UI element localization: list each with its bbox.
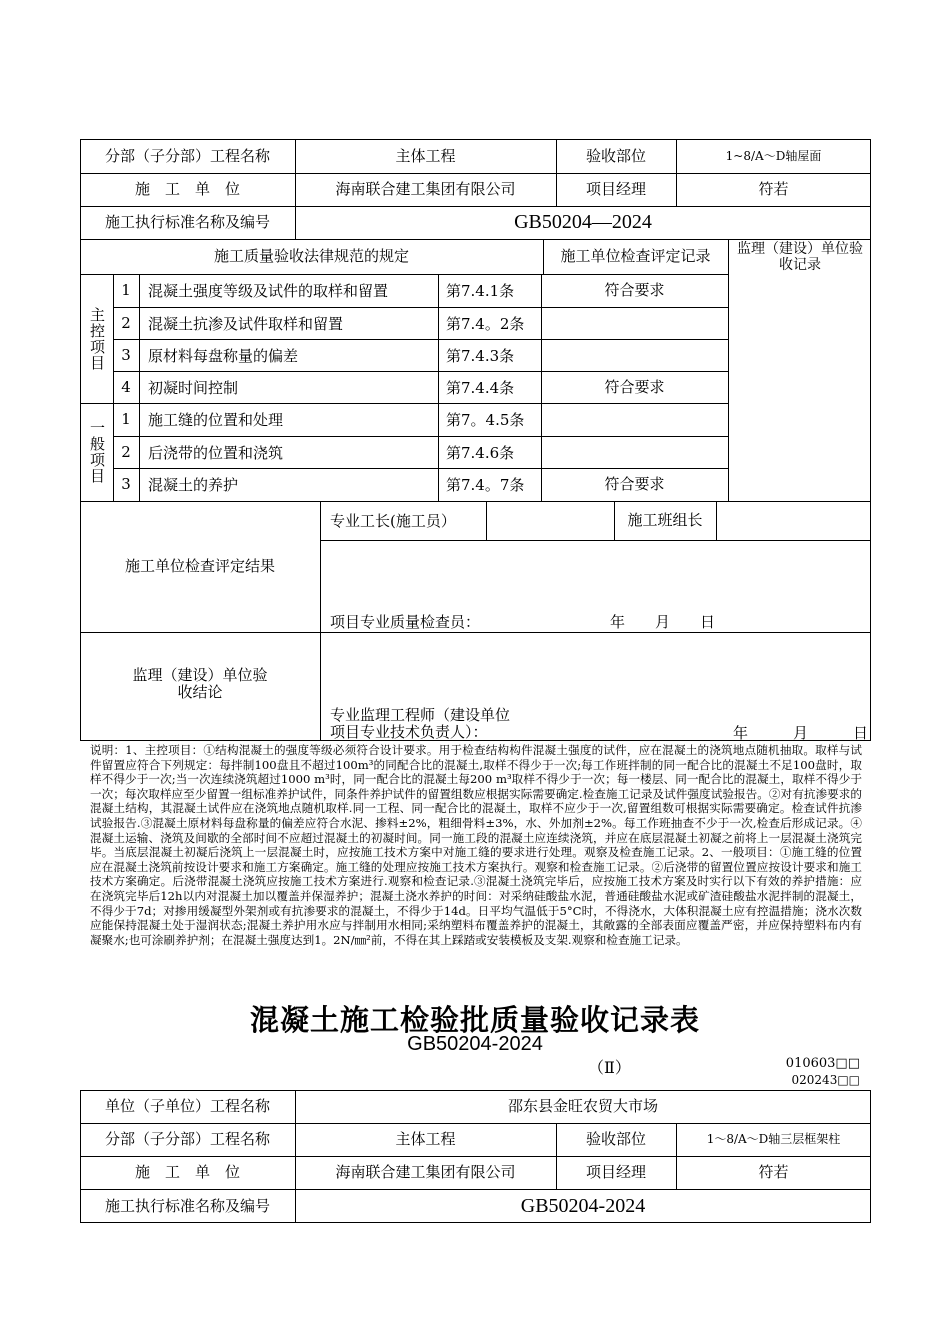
item-result: 符合要求 xyxy=(604,281,665,299)
check-record-header: 施工单位检查评定记录 xyxy=(560,247,711,265)
item-no: 2 xyxy=(121,442,131,461)
item-clause: 第7.4.1条 xyxy=(446,282,515,300)
item-no: 1 xyxy=(121,410,131,428)
item-clause: 第7.4.4条 xyxy=(446,378,515,397)
construction-unit-label: 施 工 单 位 xyxy=(134,180,240,198)
acceptance-part-label: 验收部位 xyxy=(585,1130,646,1148)
acceptance-part-value: 1~8/A～D轴屋面 xyxy=(725,148,822,163)
supervisor-date: 年 月 日 xyxy=(732,723,868,742)
item-result xyxy=(541,307,728,339)
project-manager-label: 项目经理 xyxy=(585,1163,646,1181)
supervisor-record-header: 监理（建设）单位验收记录 xyxy=(737,240,863,273)
item-clause: 第7.4.6条 xyxy=(446,443,515,462)
document-subtitle: GB50204-2024 xyxy=(407,1033,543,1055)
item-clause: 第7.4.3条 xyxy=(446,346,515,365)
form-code-1: 010603□□ xyxy=(785,1056,860,1071)
item-result: 符合要求 xyxy=(604,475,665,493)
project-manager-label: 项目经理 xyxy=(585,180,646,198)
standard-label: 施工执行标准名称及编号 xyxy=(104,213,270,231)
construction-unit-value: 海南联合建工集团有限公司 xyxy=(335,180,516,198)
item-result xyxy=(541,403,728,436)
item-name: 原材料每盘称量的偏差 xyxy=(148,346,299,365)
acceptance-part-label: 验收部位 xyxy=(585,146,646,165)
item-result: 符合要求 xyxy=(604,377,665,396)
construction-unit-label: 施 工 单 位 xyxy=(134,1163,240,1181)
supervisor-engineer-label: 专业监理工程师（建设单位项目专业技术负责人）： xyxy=(330,706,511,741)
project-manager-value: 符若 xyxy=(758,1163,789,1181)
item-name: 混凝土抗渗及试件取样和留置 xyxy=(148,314,344,333)
document-title: 混凝土施工检验批质量验收记录表 xyxy=(249,1003,700,1037)
subdivision-name-value: 主体工程 xyxy=(395,1130,456,1148)
unit-project-value: 邵东县金旺农贸大市场 xyxy=(507,1097,658,1115)
item-name: 施工缝的位置和处理 xyxy=(148,411,284,429)
item-name: 混凝土的养护 xyxy=(148,476,239,494)
item-clause: 第7.4。2条 xyxy=(446,314,525,333)
form-code-2: 020243□□ xyxy=(791,1073,860,1087)
standard-value: GB50204-2024 xyxy=(520,1194,646,1217)
supervisor-conclusion-label: 监理（建设）单位验收结论 xyxy=(132,666,268,701)
item-result xyxy=(541,436,728,468)
item-no: 2 xyxy=(121,313,131,332)
item-no: 3 xyxy=(121,475,131,493)
roman-numeral: （Ⅱ） xyxy=(588,1058,631,1077)
standard-value: GB50204—2024 xyxy=(514,211,652,233)
explanation-notes: 说明：1、主控项目：①结构混凝土的强度等级必须符合设计要求。用于检查结构构件混凝土强度的试件，应在混凝土的浇筑地点随机抽取。取样与试件留置应符合下列规定：每拌制100盘且不超过100m³的同配合比的混凝土,取样不得少于一次;每工作班拌制的同一配合比的混凝土不足100盘时，取样不得少于一次;当一次连续浇筑超过1000 m³时，同一配合比的混凝土每200 m³取样不得少于一次；每一楼层、同一配合比的混凝土，取样不得少于一次；每次取样应至少留置一组标准养护试件，同条件养护试件的留置组数应根据实际需要确定.检查施工记录及试件强度试验报告。②对有抗渗要求的混凝土结构，其混凝土试件应在浇筑地点随机取样.同一工程、同一配合比的混凝土，取样不应少于一次,留置组数可根据实际需要确定。检查试件抗渗试验报告.③混凝土原材料每盘称量的偏差应符合水泥、掺料±2%，粗细骨料±3%，水、外加剂±2%。每工作班抽查不少于一次,检查后形成记录。④混凝土运输、浇筑及间歇的全部时间不应超过混凝土的初凝时间。同一施工段的混凝土应连续浇筑，并应在底层混凝土初凝之前将上一层混凝土浇筑完毕。当底层混凝土初凝后浇筑上一层混凝土时，应按施工技术方案中对施工缝的要求进行处理。观察及检查施工记录。2、一般项目：①施工缝的位置应在混凝土浇筑前按设计要求和施工方案确定。施工缝的处理应按施工技术方案执行。观察和检查施工记录。②后浇带的留置位置应按设计要求和施工技术方案确定。后浇带混凝土浇筑应按施工技术方案进行.观察和检查记录.③混凝土浇筑完毕后，应按施工技术方案及时实行以下有效的养护措施：应在浇筑完毕后12h以内对混凝土加以覆盖并保湿养护；混凝土浇水养护的时间：对采纳硅酸盐水泥，普通硅酸盐水泥或矿渣硅酸盐水泥拌制的混凝土，不得少于7d；对掺用缓凝型外架剂或有抗渗要求的混凝土，不得少于14d。日平均气温低于5°C时，不得浇水，大体积混凝土应有控温措施；浇水次数应能保持混凝土处于湿润状态;混凝土养护用水应与拌制用水相同;采纳塑料布覆盖养护的混凝土，其敞露的全部表面应覆盖严密，并应保持塑料布内有凝聚水;也可涂刷养护剂；在混凝土强度达到1。2N/㎜²前，不得在其上踩踏或安装模板及支架.观察和检查施工记录。 xyxy=(90,743,862,947)
check-result-label: 施工单位检查评定结果 xyxy=(124,557,275,575)
item-name: 后浇带的位置和浇筑 xyxy=(148,443,284,462)
item-no: 1 xyxy=(121,281,131,299)
item-name: 初凝时间控制 xyxy=(148,378,239,397)
main-control-group-label: 主控项目 xyxy=(88,306,106,371)
item-result xyxy=(541,339,728,371)
spec-header: 施工质量验收法律规范的规定 xyxy=(213,247,409,265)
inspection-date: 年 月 日 xyxy=(610,612,716,631)
unit-project-label: 单位（子单位）工程名称 xyxy=(104,1097,270,1115)
subdivision-name-label: 分部（子分部）工程名称 xyxy=(104,146,270,165)
inspector-label: 项目专业质量检查员： xyxy=(330,612,481,631)
item-no: 4 xyxy=(121,377,131,396)
general-group-label: 一般项目 xyxy=(88,420,106,484)
acceptance-part-value: 1～8/A～D轴三层框架柱 xyxy=(706,1132,841,1146)
item-name: 混凝土强度等级及试件的取样和留置 xyxy=(148,282,389,300)
team-leader-label: 施工班组长 xyxy=(627,511,703,529)
standard-label: 施工执行标准名称及编号 xyxy=(104,1196,270,1215)
item-clause: 第7。4.5条 xyxy=(446,411,525,429)
subdivision-name-label: 分部（子分部）工程名称 xyxy=(104,1130,270,1148)
subdivision-name-value: 主体工程 xyxy=(395,146,456,165)
item-clause: 第7.4。7条 xyxy=(446,476,525,494)
project-manager-value: 符若 xyxy=(758,180,789,198)
construction-unit-value: 海南联合建工集团有限公司 xyxy=(335,1163,516,1181)
foreman-label: 专业工长(施工员） xyxy=(330,512,456,530)
item-no: 3 xyxy=(121,345,131,364)
